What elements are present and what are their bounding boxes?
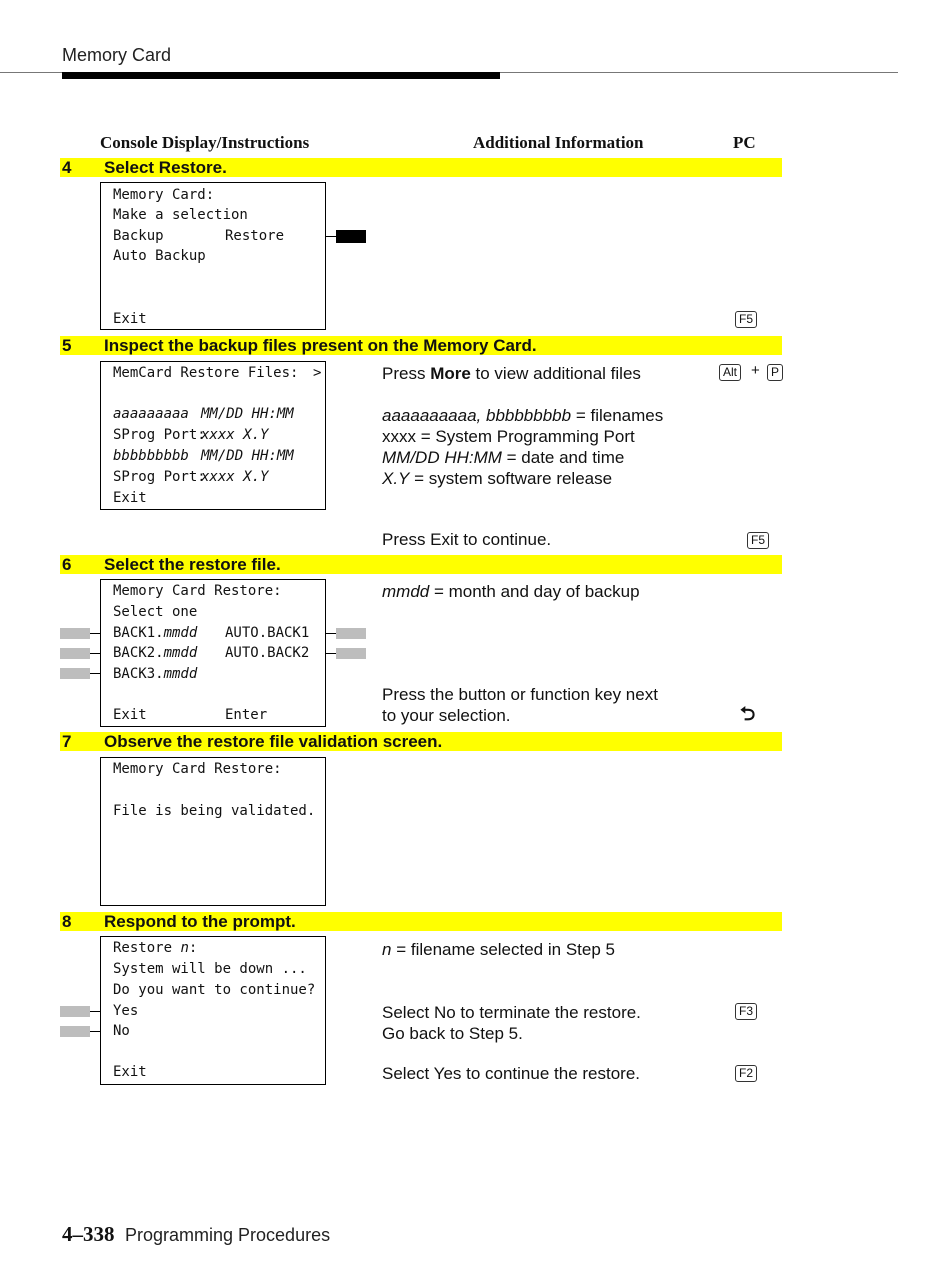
more-arrow: >	[313, 365, 322, 381]
info-datetime: MM/DD HH:MM = date and time	[382, 448, 625, 467]
console-screen-step4	[100, 182, 326, 330]
f5-key[interactable]: F5	[735, 311, 757, 328]
step-6-band	[60, 555, 782, 574]
screen-option-exit[interactable]: Exit	[113, 311, 147, 327]
info-press-button: Press the button or function key next	[382, 685, 658, 704]
info-filenames: aaaaaaaaaa, bbbbbbbbb = filenames	[382, 406, 664, 425]
console-screen-step6	[100, 579, 326, 727]
screen-option-no[interactable]: No	[113, 1023, 130, 1039]
return-icon: ⮌	[740, 703, 756, 725]
screen-option-auto-backup[interactable]: Auto Backup	[113, 248, 206, 264]
indicator-line	[90, 1011, 100, 1012]
f2-key[interactable]: F2	[735, 1065, 757, 1082]
page-number: 4–338	[62, 1222, 115, 1246]
screen-line: Memory Card Restore:	[113, 761, 282, 777]
screen-port: xxxx X.Y	[201, 469, 269, 485]
step-title: Observe the restore file validation screen.	[104, 732, 443, 751]
column-heading-pc: PC	[733, 133, 756, 152]
f5-key[interactable]: F5	[747, 532, 769, 549]
screen-line: System will be down ...	[113, 961, 307, 977]
screen-sprog-label: SProg Port:	[113, 427, 206, 443]
screen-option-back1[interactable]: BACK1.mmdd	[113, 625, 198, 641]
info-to-selection: to your selection.	[382, 706, 511, 725]
info-port: xxxx = System Programming Port	[382, 427, 635, 446]
info-select-yes: Select Yes to continue the restore.	[382, 1064, 641, 1083]
screen-option-back3[interactable]: BACK3.mmdd	[113, 666, 198, 682]
indicator-line	[90, 1031, 100, 1032]
step-title: Select Restore.	[104, 158, 227, 177]
back2-button-indicator[interactable]	[60, 648, 90, 659]
alt-key[interactable]: Alt	[719, 364, 741, 381]
running-header: Memory Card	[62, 45, 172, 65]
indicator-line	[90, 633, 100, 634]
screen-option-exit[interactable]: Exit	[113, 1064, 147, 1080]
screen-option-auto-back1[interactable]: AUTO.BACK1	[225, 625, 310, 641]
f3-key[interactable]: F3	[735, 1003, 757, 1020]
column-heading-console: Console Display/Instructions	[100, 133, 310, 152]
indicator-line	[326, 236, 336, 237]
info-release: X.Y = system software release	[382, 469, 613, 488]
no-button-indicator[interactable]	[60, 1026, 90, 1037]
step-number: 8	[62, 912, 72, 931]
indicator-line	[90, 673, 100, 674]
back1-button-indicator[interactable]	[60, 628, 90, 639]
info-go-back: Go back to Step 5.	[382, 1024, 523, 1043]
screen-option-backup[interactable]: Backup	[113, 228, 164, 244]
screen-option-exit[interactable]: Exit	[113, 707, 147, 723]
screen-line: Memory Card:	[113, 187, 215, 203]
p-key[interactable]: P	[767, 364, 783, 381]
column-heading-additional: Additional Information	[473, 133, 644, 152]
screen-option-exit[interactable]: Exit	[113, 490, 147, 506]
screen-datetime: MM/DD HH:MM	[201, 448, 294, 464]
screen-file-a: aaaaaaaaa	[113, 406, 189, 422]
screen-datetime: MM/DD HH:MM	[201, 406, 294, 422]
screen-line: MemCard Restore Files:	[113, 365, 299, 381]
screen-port: xxxx X.Y	[201, 427, 269, 443]
step-7-band	[60, 732, 782, 751]
step-title: Inspect the backup files present on the Memory Card.	[104, 336, 537, 355]
plus-sign: +	[751, 362, 760, 379]
header-bar	[62, 72, 500, 79]
screen-option-back2[interactable]: BACK2.mmdd	[113, 645, 198, 661]
indicator-line	[90, 653, 100, 654]
step-number: 5	[62, 336, 72, 355]
back3-button-indicator[interactable]	[60, 668, 90, 679]
console-screen-step5	[100, 361, 326, 510]
info-n: n = filename selected in Step 5	[382, 940, 615, 959]
info-select-no: Select No to terminate the restore.	[382, 1003, 641, 1022]
auto-back2-button-indicator[interactable]	[336, 648, 366, 659]
console-screen-step7	[100, 757, 326, 906]
restore-button-indicator[interactable]	[336, 230, 366, 243]
screen-sprog-label: SProg Port:	[113, 469, 206, 485]
screen-option-enter[interactable]: Enter	[225, 707, 268, 723]
screen-line: Restore n:	[113, 940, 198, 956]
auto-back1-button-indicator[interactable]	[336, 628, 366, 639]
screen-line: Memory Card Restore:	[113, 583, 282, 599]
screen-option-auto-back2[interactable]: AUTO.BACK2	[225, 645, 310, 661]
indicator-line	[326, 633, 336, 634]
screen-option-restore[interactable]: Restore	[225, 228, 285, 244]
step-number: 6	[62, 555, 72, 574]
step-4-band	[60, 158, 782, 177]
step-title: Respond to the prompt.	[104, 912, 296, 931]
screen-line: Select one	[113, 604, 198, 620]
screen-option-yes[interactable]: Yes	[113, 1003, 139, 1019]
info-press-more: Press More to view additional files	[382, 364, 641, 383]
step-number: 7	[62, 732, 72, 751]
screen-file-b: bbbbbbbbb	[113, 448, 189, 464]
screen-line: Do you want to continue?	[113, 982, 316, 998]
screen-line: Make a selection	[113, 207, 248, 223]
console-screen-step8	[100, 936, 326, 1085]
info-mmdd: mmdd = month and day of backup	[382, 582, 640, 601]
yes-button-indicator[interactable]	[60, 1006, 90, 1017]
indicator-line	[326, 653, 336, 654]
section-title: Programming Procedures	[125, 1225, 331, 1245]
step-5-band	[60, 336, 782, 355]
step-title: Select the restore file.	[104, 555, 281, 574]
step-number: 4	[62, 158, 72, 177]
info-press-exit: Press Exit to continue.	[382, 530, 552, 549]
screen-line: File is being validated.	[113, 803, 316, 819]
step-8-band	[60, 912, 782, 931]
